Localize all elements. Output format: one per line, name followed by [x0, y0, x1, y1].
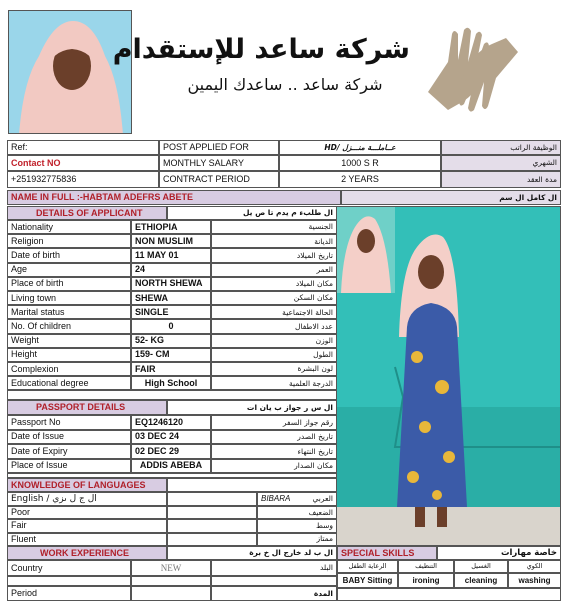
- detail-value: FAIR: [131, 362, 211, 376]
- detail-value: 52- KG: [131, 334, 211, 348]
- skills-header-ar: خاصة مهارات: [437, 546, 561, 560]
- salary-label: MONTHLY SALARY: [159, 155, 279, 171]
- detail-ar: تاريخ الميلاد: [211, 248, 337, 262]
- detail-ar: الطول: [211, 348, 337, 362]
- work-header-ar: ال ب لد خارج ال خ برة: [167, 546, 337, 560]
- hands-icon: [418, 22, 528, 118]
- passport-ar: مكان الصدار: [211, 459, 337, 474]
- detail-label: Educational degree: [7, 376, 131, 390]
- country-ar: البلد: [211, 560, 337, 576]
- skill-ar-label: الرعاية الطفل: [337, 560, 398, 573]
- detail-ar: مكان الميلاد: [211, 277, 337, 291]
- skills-blank: [337, 588, 561, 601]
- language-level-english: [167, 533, 257, 546]
- passport-label: Place of Issue: [7, 459, 131, 474]
- languages-header: KNOWLEDGE OF LANGUAGES: [7, 478, 167, 492]
- detail-value: High School: [131, 376, 211, 390]
- name-in-full: NAME IN FULL :-HABTAM ADEFRS ABETE: [7, 190, 341, 205]
- detail-value: ETHIOPIA: [131, 220, 211, 234]
- passport-value: 03 DEC 24: [131, 430, 211, 445]
- period-label: Period: [7, 586, 131, 601]
- passport-header-ar: ال س ر جواز ب يان ات: [167, 400, 337, 415]
- language-level-label: Poor: [7, 506, 167, 519]
- skills-header: SPECIAL SKILLS: [337, 546, 437, 560]
- arabic-value: [257, 492, 337, 506]
- passport-label: Date of Expiry: [7, 444, 131, 459]
- country-value: NEW: [131, 560, 211, 576]
- skill-item: ironing: [398, 573, 454, 588]
- detail-ar: الدرجة العلمية: [211, 376, 337, 390]
- full-body-photo: [337, 206, 561, 546]
- detail-value: SINGLE: [131, 305, 211, 319]
- passport-ar: رقم جواز السفر: [211, 415, 337, 430]
- skill-item: BABY Sitting: [337, 573, 398, 588]
- arabic-label: العربي: [312, 494, 333, 504]
- country-blank-3: [211, 576, 337, 586]
- detail-label: Living town: [7, 291, 131, 305]
- company-slogan: شركة ساعد .. ساعدك اليمين: [187, 75, 383, 94]
- languages-header-blank: [167, 478, 337, 492]
- period-ar: المدة: [211, 586, 337, 601]
- detail-value: 159- CM: [131, 348, 211, 362]
- detail-value: 11 MAY 01: [131, 248, 211, 262]
- detail-label: Place of birth: [7, 277, 131, 291]
- post-ar: الوظيفة الراتب: [441, 140, 561, 155]
- detail-value: NON MUSLIM: [131, 234, 211, 248]
- language-level-label: Fair: [7, 519, 167, 532]
- skill-item: cleaning: [454, 573, 508, 588]
- arabic-level: BIBARA: [261, 494, 291, 503]
- language-level-english: [167, 519, 257, 532]
- language-level-ar: وسط: [257, 519, 337, 532]
- name-in-full-ar: ال كامل ال سم: [341, 190, 561, 205]
- detail-ar: مكان السكن: [211, 291, 337, 305]
- detail-label: Complexion: [7, 362, 131, 376]
- language-level-label: Fluent: [7, 533, 167, 546]
- detail-label: No. Of children: [7, 319, 131, 333]
- detail-label: Date of birth: [7, 248, 131, 262]
- passport-label: Passport No: [7, 415, 131, 430]
- detail-label: Marital status: [7, 305, 131, 319]
- detail-ar: الحالة الاجتماعية: [211, 305, 337, 319]
- detail-value: 0: [131, 319, 211, 333]
- contract-label: CONTRACT PERIOD: [159, 171, 279, 188]
- salary-ar: الشهري: [441, 155, 561, 171]
- english-value: [167, 492, 257, 506]
- passport-value: 02 DEC 29: [131, 444, 211, 459]
- language-level-english: [167, 506, 257, 519]
- salary-value: 1000 S R: [279, 155, 441, 171]
- passport-value: EQ1246120: [131, 415, 211, 430]
- passport-header: PASSPORT DETAILS: [7, 400, 167, 415]
- detail-ar: الوزن: [211, 334, 337, 348]
- post-value: HD/ عــاملـــة منـــزل: [279, 140, 441, 155]
- detail-value: NORTH SHEWA: [131, 277, 211, 291]
- skill-ar-label: الكوي: [508, 560, 561, 573]
- language-level-ar: الضعيف: [257, 506, 337, 519]
- passport-label: Date of Issue: [7, 430, 131, 445]
- detail-label: Religion: [7, 234, 131, 248]
- contract-value: 2 YEARS: [279, 171, 441, 188]
- details-header: DETAILS OF APPLICANT: [7, 206, 167, 220]
- detail-ar: الديانة: [211, 234, 337, 248]
- english-label: English / ال ج ل ىزي: [7, 492, 167, 506]
- language-level-ar: ممتاز: [257, 533, 337, 546]
- passport-value: ADDIS ABEBA: [131, 459, 211, 474]
- passport-ar: تاريخ الصدر: [211, 430, 337, 445]
- contract-ar: مدة العقد: [441, 171, 561, 188]
- company-name: شركة ساعد للإستقدام: [112, 34, 410, 65]
- detail-label: Nationality: [7, 220, 131, 234]
- detail-ar: العمر: [211, 263, 337, 277]
- details-blank: [7, 390, 337, 400]
- skill-item: washing: [508, 573, 561, 588]
- passport-ar: تاريخ النتهاء: [211, 444, 337, 459]
- ref-label: Ref:: [7, 140, 159, 155]
- detail-ar: عدد الاطفال: [211, 319, 337, 333]
- skill-ar-label: التنظيف: [398, 560, 454, 573]
- portrait-photo: [8, 10, 132, 134]
- work-header: WORK EXPERIENCE: [7, 546, 167, 560]
- detail-label: Weight: [7, 334, 131, 348]
- detail-label: Height: [7, 348, 131, 362]
- phone-number: +251932775836: [7, 171, 159, 188]
- skill-ar-label: الغسيل: [454, 560, 508, 573]
- detail-ar: لون البشرة: [211, 362, 337, 376]
- detail-label: Age: [7, 263, 131, 277]
- detail-ar: الجنسية: [211, 220, 337, 234]
- details-header-ar: ال طلبء م يدم تا ص يل: [167, 206, 337, 220]
- country-label: Country: [7, 560, 131, 576]
- country-blank-2: [131, 576, 211, 586]
- detail-value: 24: [131, 263, 211, 277]
- detail-value: SHEWA: [131, 291, 211, 305]
- period-value: [131, 586, 211, 601]
- post-label: POST APPLIED FOR: [159, 140, 279, 155]
- contact-label: Contact NO: [7, 155, 159, 171]
- country-blank: [7, 576, 131, 586]
